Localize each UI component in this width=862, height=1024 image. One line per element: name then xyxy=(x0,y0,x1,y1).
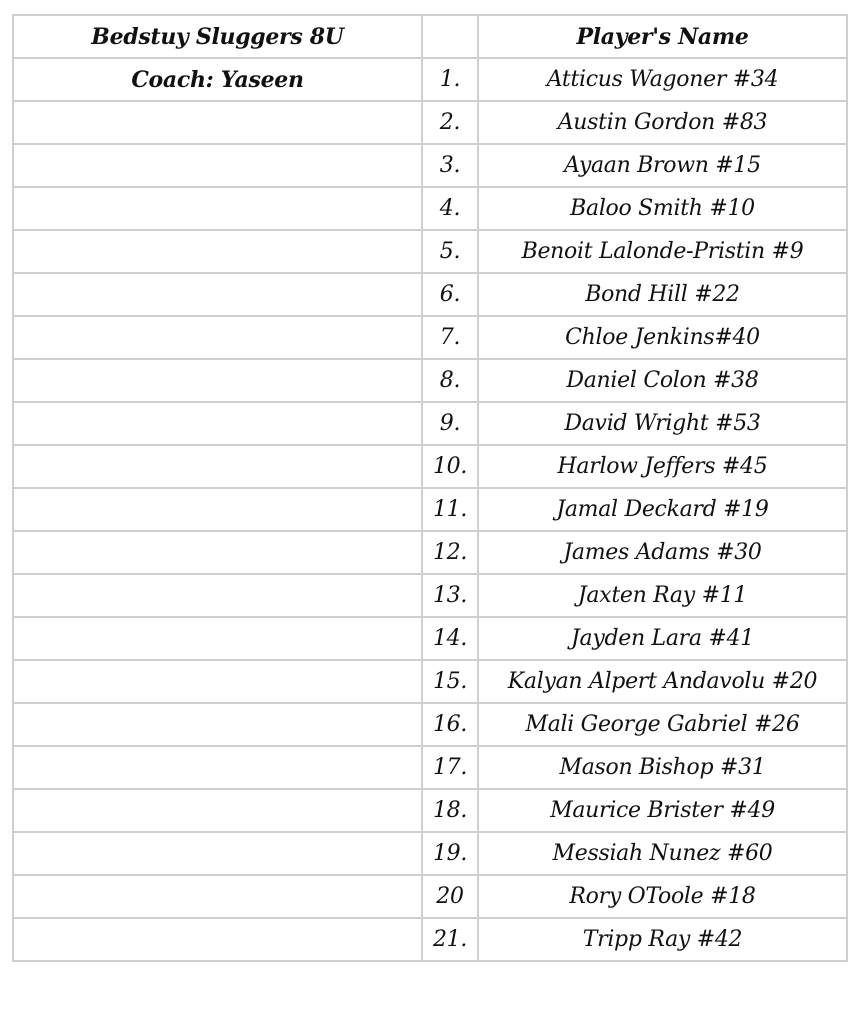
table-row xyxy=(13,316,847,359)
table-row xyxy=(13,402,847,445)
player-number: 7. xyxy=(422,316,478,359)
empty-cell xyxy=(13,574,422,617)
player-number: 6. xyxy=(422,273,478,316)
table-row xyxy=(13,617,847,660)
empty-cell xyxy=(13,789,422,832)
player-name: Benoit Lalonde-Pristin #9 xyxy=(478,230,847,273)
player-name: David Wright #53 xyxy=(478,402,847,445)
player-name: Daniel Colon #38 xyxy=(478,359,847,402)
player-name: Maurice Brister #49 xyxy=(478,789,847,832)
player-number: 11. xyxy=(422,488,478,531)
empty-cell xyxy=(13,445,422,488)
player-number: 16. xyxy=(422,703,478,746)
player-name: Austin Gordon #83 xyxy=(478,101,847,144)
empty-cell xyxy=(13,875,422,918)
table-row xyxy=(13,574,847,617)
player-name: James Adams #30 xyxy=(478,531,847,574)
team-name: Bedstuy Sluggers 8U xyxy=(13,15,422,58)
player-name: Baloo Smith #10 xyxy=(478,187,847,230)
player-number: 20 xyxy=(422,875,478,918)
player-number: 4. xyxy=(422,187,478,230)
player-name: Jaxten Ray #11 xyxy=(478,574,847,617)
roster-table xyxy=(12,14,848,962)
empty-cell xyxy=(13,703,422,746)
player-name-column-header: Player's Name xyxy=(478,15,847,58)
table-row xyxy=(13,273,847,316)
empty-cell xyxy=(13,316,422,359)
roster-document xyxy=(12,14,846,962)
header-row xyxy=(13,15,847,58)
table-row xyxy=(13,875,847,918)
table-row xyxy=(13,488,847,531)
empty-cell xyxy=(13,230,422,273)
coach-label: Coach: Yaseen xyxy=(13,58,422,101)
player-number: 2. xyxy=(422,101,478,144)
player-name: Messiah Nunez #60 xyxy=(478,832,847,875)
player-name: Jamal Deckard #19 xyxy=(478,488,847,531)
player-number: 8. xyxy=(422,359,478,402)
player-name: Chloe Jenkins#40 xyxy=(478,316,847,359)
player-name: Tripp Ray #42 xyxy=(478,918,847,961)
table-row xyxy=(13,187,847,230)
table-row xyxy=(13,918,847,961)
table-row xyxy=(13,101,847,144)
player-name: Atticus Wagoner #34 xyxy=(478,58,847,101)
player-name: Mason Bishop #31 xyxy=(478,746,847,789)
empty-cell xyxy=(13,746,422,789)
player-name: Mali George Gabriel #26 xyxy=(478,703,847,746)
empty-cell xyxy=(13,402,422,445)
empty-cell xyxy=(13,187,422,230)
player-number: 21. xyxy=(422,918,478,961)
empty-cell xyxy=(13,273,422,316)
table-row xyxy=(13,789,847,832)
player-number: 9. xyxy=(422,402,478,445)
empty-cell xyxy=(13,531,422,574)
player-name: Bond Hill #22 xyxy=(478,273,847,316)
table-row xyxy=(13,58,847,101)
player-number: 1. xyxy=(422,58,478,101)
table-row xyxy=(13,359,847,402)
player-number: 14. xyxy=(422,617,478,660)
player-name: Jayden Lara #41 xyxy=(478,617,847,660)
player-number: 10. xyxy=(422,445,478,488)
table-row xyxy=(13,832,847,875)
player-number: 18. xyxy=(422,789,478,832)
table-row xyxy=(13,144,847,187)
player-number: 3. xyxy=(422,144,478,187)
empty-cell xyxy=(13,488,422,531)
empty-cell xyxy=(13,660,422,703)
table-row xyxy=(13,531,847,574)
empty-cell xyxy=(13,617,422,660)
number-column-header xyxy=(422,15,478,58)
empty-cell xyxy=(13,918,422,961)
empty-cell xyxy=(13,101,422,144)
player-name: Kalyan Alpert Andavolu #20 xyxy=(478,660,847,703)
player-name: Harlow Jeffers #45 xyxy=(478,445,847,488)
player-number: 13. xyxy=(422,574,478,617)
player-number: 17. xyxy=(422,746,478,789)
empty-cell xyxy=(13,832,422,875)
player-number: 15. xyxy=(422,660,478,703)
empty-cell xyxy=(13,359,422,402)
table-row xyxy=(13,660,847,703)
table-row xyxy=(13,703,847,746)
player-number: 19. xyxy=(422,832,478,875)
player-number: 12. xyxy=(422,531,478,574)
player-name: Ayaan Brown #15 xyxy=(478,144,847,187)
empty-cell xyxy=(13,144,422,187)
player-name: Rory OToole #18 xyxy=(478,875,847,918)
player-number: 5. xyxy=(422,230,478,273)
table-row xyxy=(13,445,847,488)
table-row xyxy=(13,746,847,789)
table-row xyxy=(13,230,847,273)
